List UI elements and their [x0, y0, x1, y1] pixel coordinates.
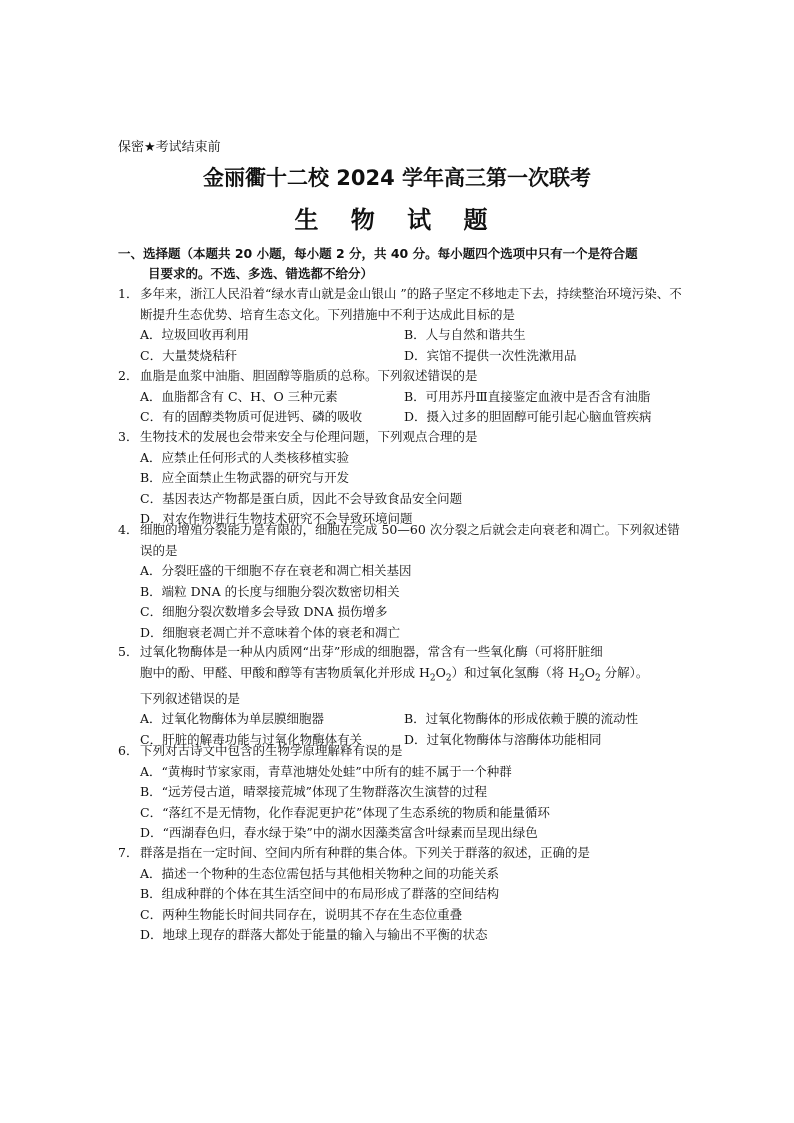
- question-number: 3．: [118, 429, 139, 444]
- question-text: 生物技术的发展也会带来安全与伦理问题，下列观点合理的是: [140, 429, 478, 444]
- question-stem: [118, 427, 688, 448]
- confidential-notice: 保密★考试结束前: [118, 140, 221, 155]
- question-text-line2a: 胞中的酚、甲醛、甲酸和醇等有害物质氧化并形成 H: [140, 664, 430, 680]
- question-number: 7．: [118, 845, 139, 860]
- options: [118, 762, 688, 844]
- subscript: 2: [578, 673, 585, 683]
- question-number: 2．: [118, 368, 139, 383]
- question-text-line3: 下列叙述错误的是: [140, 690, 241, 706]
- option-d: D．细胞衰老凋亡并不意味着个体的衰老和凋亡: [140, 624, 401, 640]
- option-d: D．摄入过多的胆固醇可能引起心脑血管疾病: [404, 409, 652, 424]
- option-a: A．血脂都含有 C、H、O 三种元素: [140, 388, 338, 404]
- question-text: 群落是指在一定时间、空间内所有种群的集合体。下列关于群落的叙述，正确的是: [140, 845, 591, 860]
- option-a: A．“黄梅时节家家雨，青草池塘处处蛙”中所有的蛙不属于一个种群: [140, 763, 512, 779]
- option-c: C．肝脏的解毒功能与过氧化物酶体有关: [140, 731, 363, 747]
- question-text: 细胞的增殖分裂能力是有限的，细胞在完成 50—60 次分裂之后就会走向衰老和凋亡。下列叙述错误的是: [140, 522, 680, 558]
- question-7: [118, 843, 688, 946]
- question-text-line2d: O: [584, 664, 595, 680]
- question-text: 血脂是血浆中油脂、胆固醇等脂质的总称。下列叙述错误的是: [140, 368, 478, 383]
- question-2: [118, 366, 688, 428]
- section-heading-line2: 目要求的。不选、多选、错选都不给分）: [148, 266, 374, 281]
- option-a: A．过氧化物酶体为单层膜细胞器: [140, 711, 325, 726]
- option-c: C．“落红不是无情物，化作春泥更护花”体现了生态系统的物质和能量循环: [140, 804, 550, 820]
- question-number: 1．: [118, 286, 139, 301]
- question-stem: [118, 741, 688, 762]
- options: [118, 448, 688, 530]
- question-1: [118, 284, 688, 366]
- question-stem: [118, 520, 688, 561]
- question-number: 5．: [118, 644, 139, 659]
- subscript: 2: [445, 673, 452, 683]
- options: [118, 387, 688, 428]
- question-text-line2e: 分解）。: [600, 664, 649, 680]
- subscript: 2: [594, 673, 601, 683]
- question-number: 6．: [118, 743, 139, 758]
- option-d: D．对农作物进行生物技术研究不会导致环境问题: [140, 511, 413, 526]
- option-d: D．过氧化物酶体与溶酶体功能相同: [404, 731, 602, 747]
- question-text-line2c: ）和过氧化氢酶（将 H: [451, 664, 579, 680]
- option-b: B．人与自然和谐共生: [404, 327, 526, 342]
- question-stem: [118, 284, 688, 325]
- question-number: 4．: [118, 522, 139, 537]
- question-text: 多年来，浙江人民沿着“绿水青山就是金山银山 ”的路子坚定不移地走下去，持续整治环境污染、不断提升生态优势、培育生态文化。下列措施中不利于达成此目标的是: [140, 286, 682, 322]
- option-a: A．应禁止任何形式的人类核移植实验: [140, 449, 350, 465]
- subscript: 2: [429, 673, 436, 683]
- question-text-line1: 过氧化物酶体是一种从内质网“出芽”形成的细胞器，常含有一些氧化酶（可将肝脏细: [140, 644, 603, 659]
- question-text-line2b: O: [435, 664, 446, 680]
- options: [118, 864, 688, 946]
- option-c: C．基因表达产物都是蛋白质，因此不会导致食品安全问题: [140, 490, 463, 506]
- options: [118, 561, 688, 643]
- option-a: A．描述一个物种的生态位需包括与其他相关物种之间的功能关系: [140, 865, 500, 881]
- option-b: B．端粒 DNA 的长度与细胞分裂次数密切相关: [140, 583, 400, 599]
- option-c: C．两种生物能长时间共同存在，说明其不存在生态位重叠: [140, 906, 463, 922]
- subject-title: 生 物 试 题: [294, 206, 500, 234]
- question-5: [118, 642, 688, 750]
- question-stem: [118, 843, 688, 864]
- option-d: D．“西湖春色归，春水绿于染”中的湖水因藻类富含叶绿素而呈现出绿色: [140, 825, 538, 840]
- question-4: [118, 520, 688, 643]
- question-stem: [118, 642, 688, 709]
- option-d: D．地球上现存的群落大都处于能量的输入与输出不平衡的状态: [140, 927, 488, 942]
- option-b: B．组成种群的个体在其生活空间中的布局形成了群落的空间结构: [140, 886, 500, 901]
- option-c: C．有的固醇类物质可促进钙、磷的吸收: [140, 409, 363, 424]
- options: [118, 325, 688, 366]
- section-heading-line1: 一、选择题（本题共 20 小题，每小题 2 分，共 40 分。每小题四个选项中只有一个是符合题: [118, 246, 638, 261]
- option-b: B．应全面禁止生物武器的研究与开发: [140, 470, 350, 485]
- option-b: B．过氧化物酶体的形成依赖于膜的流动性: [404, 711, 639, 726]
- question-text: 下列对古诗文中包含的生物学原理解释有误的是: [140, 743, 403, 758]
- exam-title: 金丽衢十二校 2024 学年高三第一次联考: [202, 166, 592, 190]
- option-c: C．细胞分裂次数增多会导致 DNA 损伤增多: [140, 604, 388, 619]
- question-3: [118, 427, 688, 530]
- option-c: C．大量焚烧秸秆: [140, 347, 238, 363]
- option-d: D．宾馆不提供一次性洗漱用品: [404, 347, 577, 363]
- question-6: [118, 741, 688, 844]
- option-b: B．“远芳侵古道，晴翠接荒城”体现了生物群落次生演替的过程: [140, 784, 487, 799]
- option-a: A．分裂旺盛的干细胞不存在衰老和凋亡相关基因: [140, 563, 412, 578]
- question-stem: [118, 366, 688, 387]
- option-b: B．可用苏丹Ⅲ直接鉴定血液中是否含有油脂: [404, 388, 651, 404]
- option-a: A．垃圾回收再利用: [140, 327, 250, 342]
- section-heading: [118, 244, 678, 284]
